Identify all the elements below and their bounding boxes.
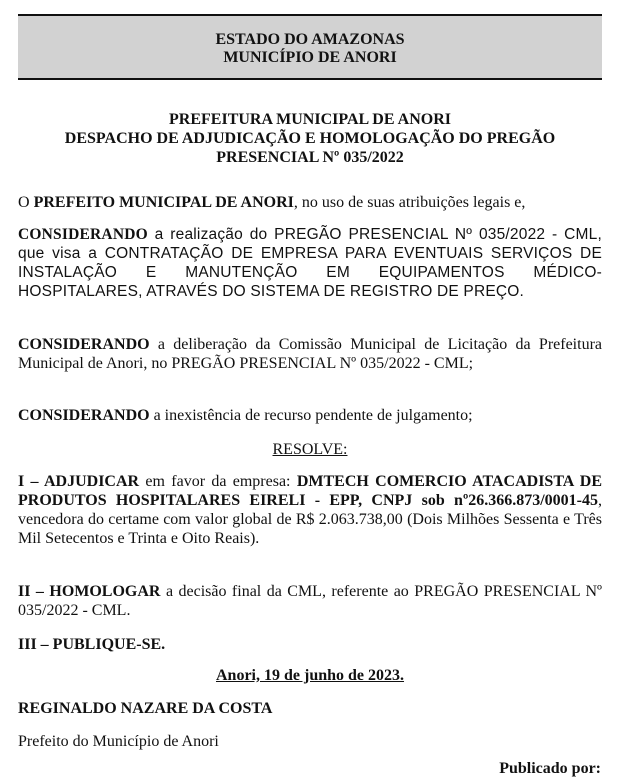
considerando-1-paragraph [18, 225, 602, 301]
title-line-2: DESPACHO DE ADJUDICAÇÃO E HOMOLOGAÇÃO DO PREGÃO [64, 130, 556, 147]
signatory-name: REGINALDO NAZARE DA COSTA [18, 700, 273, 717]
item-3-label: III – PUBLIQUE-SE. [18, 636, 166, 653]
considerando-1-label: CONSIDERANDO [18, 226, 148, 243]
signatory-role-line [18, 732, 602, 751]
item-1-text-1: em favor da empresa: [139, 473, 297, 490]
item-1-label: I – ADJUDICAR [18, 473, 140, 490]
considerando-3-label: CONSIDERANDO [18, 407, 150, 424]
signatory-role: Prefeito do Município de Anori [18, 733, 219, 750]
signatory-name-line [18, 699, 602, 718]
item-3-paragraph [18, 635, 602, 654]
item-2-text: a decisão final da CML, referente ao PREGÃO PRESENCIAL Nº 035/2022 - CML. [18, 583, 603, 619]
title-line-3: PRESENCIAL Nº 035/2022 [216, 149, 404, 166]
item-1-text-2: , vencedora do certame com valor global de R$ 2.063.738,00 (Dois Milhões Sessenta e Três Mil Setecentos e Trinta e Oito Reais). [18, 492, 602, 547]
published-by-label: Publicado por: [499, 760, 601, 777]
considerando-2-text: a deliberação da Comissão Municipal de Licitação da Prefeitura Municipal de Anori, no PREGÃO PRESENCIAL Nº 035/2022 - CML; [18, 336, 602, 372]
header-state: ESTADO DO AMAZONAS [215, 31, 405, 48]
title-line-1: PREFEITURA MUNICIPAL DE ANORI [169, 111, 451, 128]
date-text: Anori, 19 de junho de 2023. [215, 667, 405, 684]
item-1-paragraph [18, 472, 602, 548]
header-municipality: MUNICÍPIO DE ANORI [223, 49, 397, 66]
item-2-paragraph [18, 582, 602, 620]
intro-paragraph [18, 193, 602, 212]
considerando-3-paragraph [18, 406, 602, 425]
item-1-company: DMTECH COMERCIO ATACADISTA DE PRODUTOS HOSPITALARES EIRELI - EPP, CNPJ sob nº26.366.873/0001-45 [18, 473, 603, 509]
document-title [18, 110, 602, 167]
considerando-1-text: a realização do PREGÃO PRESENCIAL Nº 035/2022 - CML, que visa a CONTRATAÇÃO DE EMPRESA PARA EVENTUAIS SERVIÇOS DE INSTALAÇÃO E MANUTENÇÃO EM EQUIPAMENTOS MÉDICO-HOSPITALARES, ATRAVÉS DO SISTEMA DE REGISTRO DE PREÇO. [18, 226, 602, 300]
considerando-2-paragraph [18, 335, 602, 373]
considerando-3-text: a inexistência de recurso pendente de julgamento; [149, 407, 473, 424]
item-2-label: II – HOMOLOGAR [18, 583, 161, 600]
intro-bold: PREFEITO MUNICIPAL DE ANORI [33, 194, 294, 211]
date-line [18, 666, 602, 685]
intro-post: , no uso de suas atribuições legais e, [293, 194, 526, 211]
header-banner [18, 14, 602, 80]
intro-pre: O [18, 194, 34, 211]
considerando-2-label: CONSIDERANDO [18, 336, 150, 353]
resolve-heading: RESOLVE: [272, 441, 348, 458]
